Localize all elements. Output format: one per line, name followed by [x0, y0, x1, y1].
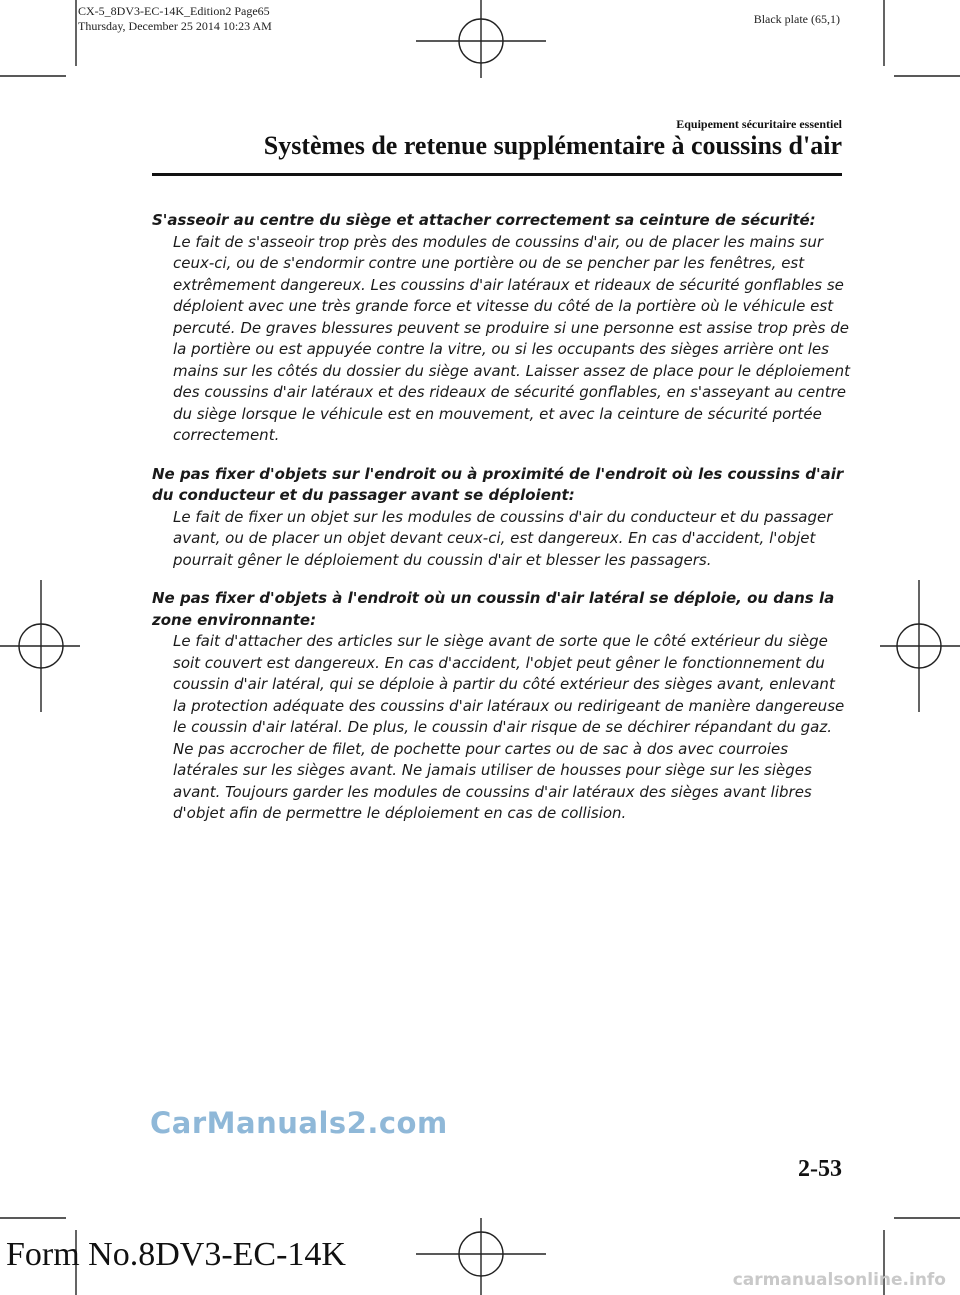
- form-number: Form No.8DV3-EC-14K: [6, 1236, 346, 1273]
- corner-watermark: carmanualsonline.info: [732, 1270, 946, 1290]
- header-rule: [152, 173, 842, 176]
- warning-block: [152, 210, 852, 447]
- warning-paragraph: Le fait de fixer un objet sur les modules de coussins d'air du conducteur et du passager avant, ou de placer un objet devant ceux-ci, est dangereux. En cas d'accident, l'objet pourrait gêner le déploiement du coussin d'air et blesser les passagers.: [173, 507, 833, 569]
- watermark-logo[interactable]: CarManuals2.com: [150, 1106, 448, 1140]
- plate-label: Black plate (65,1): [753, 12, 840, 26]
- print-info-file: CX-5_8DV3-EC-14K_Edition2 Page65: [78, 4, 270, 18]
- warning-content: [152, 210, 852, 842]
- print-info-date: Thursday, December 25 2014 10:23 AM: [78, 19, 272, 33]
- warning-heading: S'asseoir au centre du siège et attacher correctement sa ceinture de sécurité:: [152, 211, 816, 229]
- page-number: 2-53: [798, 1156, 842, 1182]
- warning-heading: Ne pas fixer d'objets sur l'endroit ou à proximité de l'endroit où les coussins d'air du conducteur et du passager avant se déploient:: [152, 464, 844, 504]
- print-info: [78, 4, 272, 34]
- warning-block: [152, 464, 852, 572]
- warning-heading: Ne pas fixer d'objets à l'endroit où un coussin d'air latéral se déploie, ou dans la zone environnante:: [152, 589, 835, 629]
- warning-paragraph: Ne pas accrocher de filet, de pochette pour cartes ou de sac à dos avec courroies latérales sur les sièges avant. Ne jamais utiliser de housses pour siège sur les sièges avant. Toujours garder les modules de coussins d'air latéraux des sièges avant libres d'objet afin de permettre le déploiement en cas de collision.: [173, 739, 812, 822]
- warning-paragraph: Le fait de s'asseoir trop près des modules de coussins d'air, ou de placer les mains sur ceux-ci, ou de s'endormir contre une portière ou de se pencher par les fenêtres, est extrêmement dangereux. Les coussins d'air latéraux et rideaux de sécurité gonflables se déploient avec une très grande force et vitesse du côté de la portière où le véhicule est percuté. De graves blessures peuvent se produire si une personne est assise trop près de la portière ou est appuyée contre la vitre, ou si les occupants des sièges arrière ont les mains sur les côtés du dossier du siège avant. Laisser assez de place pour le déploiement des coussins d'air latéraux et des rideaux de sécurité gonflables, en s'asseyant au centre du siège lorsque le véhicule est en mouvement, et avec la ceinture de sécurité portée correctement.: [173, 232, 850, 444]
- warning-block: [152, 588, 852, 825]
- warning-paragraph: Le fait d'attacher des articles sur le siège avant de sorte que le côté extérieur du siège soit couvert est dangereux. En cas d'accident, l'objet peut gêner le fonctionnement du coussin d'air latéral, qui se déploie à partir du côté extérieur des sièges avant, enlevant la protection adéquate des coussins d'air latéraux ou redirigeant de manière dangereuse le coussin d'air latéral. De plus, le coussin d'air risque de se déchirer répandant du gaz.: [173, 632, 845, 736]
- chapter-title: Systèmes de retenue supplémentaire à coussins d'air: [263, 131, 842, 160]
- section-label: Equipement sécuritaire essentiel: [676, 117, 842, 131]
